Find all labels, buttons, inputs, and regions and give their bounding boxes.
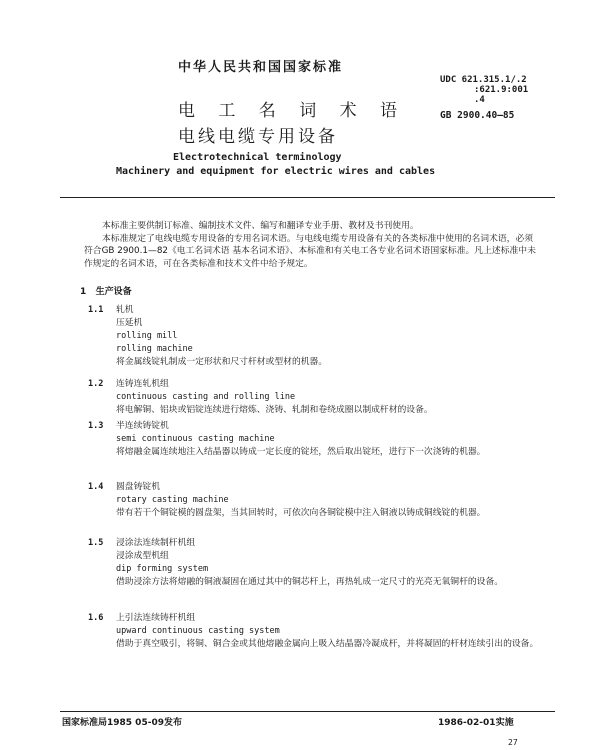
term-english: rolling machine: [116, 344, 193, 354]
term-english: rotary casting machine: [116, 495, 229, 505]
term-definition: 带有若干个铜锭模的圆盘架，当其回转时，可依次向各铜锭模中注入铜液以铸成铜线锭的机器。: [116, 508, 486, 518]
term-entry: [88, 304, 543, 369]
term-definition: 将金属线锭轧制成一定形状和尺寸杆材或型材的机器。: [116, 357, 328, 367]
intro-text: [84, 220, 539, 270]
english-title-line2: Machinery and equipment for electric wires and cables: [116, 166, 436, 177]
term-number: 1.3: [88, 421, 104, 431]
intro-paragraph: 本标准主要供制订标准、编制技术文件、编写和翻译专业手册、教材及书刊使用。: [102, 221, 419, 231]
term-name: 轧机: [116, 305, 134, 315]
term-definition: 借助于真空吸引，将铜、铜合金或其他熔融金属向上吸入结晶器冷凝成杆，并将凝固的杆材连续引出的设备。: [116, 639, 539, 649]
issue-date: 国家标准局1985 05-09发布: [62, 718, 182, 728]
page-title-line2: 电线电缆专用设备: [178, 127, 338, 147]
footer-divider: [60, 711, 555, 712]
term-number: 1.6: [88, 613, 104, 623]
header-divider: [60, 197, 555, 198]
term-name: 上引法连续铸杆机组: [116, 613, 196, 623]
term-entry: [88, 612, 543, 651]
standard-name: 中华人民共和国国家标准: [178, 60, 344, 75]
english-title-line1: Electrotechnical terminology: [173, 152, 342, 163]
term-name: 浸涂法连续制杆机组: [116, 538, 196, 548]
udc-line: .4: [474, 95, 485, 105]
term-name: 连铸连轧机组: [116, 379, 169, 389]
udc-code: [440, 75, 528, 105]
term-entry: [88, 537, 543, 589]
section-heading: [80, 284, 132, 297]
term-number: 1.1: [88, 305, 104, 315]
term-synonym: 压延机: [116, 318, 143, 328]
page-title-line1: 电 工 名 词 术 语: [178, 101, 407, 121]
effective-date: 1986-02-01实施: [438, 718, 514, 728]
term-number: 1.5: [88, 538, 104, 548]
udc-line: :621.9:001: [474, 85, 529, 95]
term-definition: 借助浸涂方法将熔融的铜液凝固在通过其中的铜芯杆上，再热轧成一定尺寸的光亮无氧铜杆的设备。: [116, 577, 504, 587]
page-number: 27: [508, 738, 518, 747]
term-entry: [88, 420, 543, 459]
term-english: upward continuous casting system: [116, 626, 280, 636]
gb-code: GB 2900.40—85: [440, 110, 515, 121]
term-name: 圆盘铸锭机: [116, 482, 160, 492]
section-number: 1: [80, 287, 87, 297]
term-number: 1.2: [88, 379, 104, 389]
intro-paragraph: 本标准规定了电线电缆专用设备的专用名词术语。与电线电缆专用设备有关的各类标准中使用的名词术语，必须符合GB 2900.1—82《电工名词术语 基本名词术语》、本标准和有关电工各专业名词术语国家标准。凡上述标准中未作规定的名词术语，可在各类标准和技术文件中给予规定。: [84, 233, 536, 269]
term-entry: [88, 481, 543, 520]
term-entry: [88, 378, 543, 417]
term-name: 半连续铸锭机: [116, 421, 169, 431]
term-english: rolling mill: [116, 331, 178, 341]
term-english: dip forming system: [116, 564, 209, 574]
udc-line: UDC 621.315.1∕.2: [440, 75, 527, 85]
term-number: 1.4: [88, 482, 104, 492]
section-title: 生产设备: [95, 287, 132, 297]
term-definition: 将电解铜、铝块或铝锭连续进行熔炼、浇铸、轧制和卷绕成圈以制成杆材的设备。: [116, 405, 433, 415]
term-definition: 将熔融金属连续地注入结晶器以铸成一定长度的锭坯，然后取出锭坯，进行下一次浇铸的机器。: [116, 447, 486, 457]
term-english: semi continuous casting machine: [116, 434, 275, 444]
term-synonym: 浸涂成型机组: [116, 551, 169, 561]
term-english: continuous casting and rolling line: [116, 392, 296, 402]
